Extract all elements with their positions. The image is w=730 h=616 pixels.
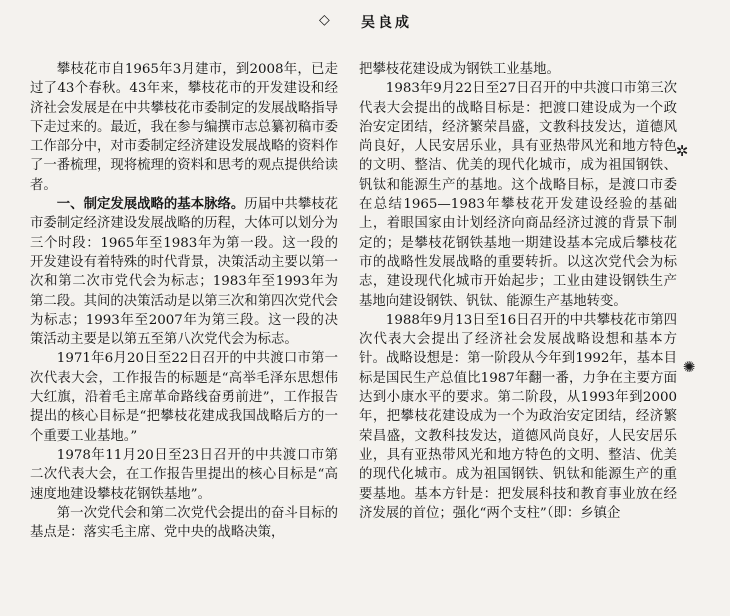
right-column (359, 60, 677, 610)
paragraph-second-congress: 1978年11月20日至23日召开的中共渡口市第二次代表大会，在工作报告里提出的核心目标是“高速度地建设攀枝花钢铁基地”。 (30, 447, 338, 502)
author-name: 吴良成 (361, 15, 412, 31)
section-heading: 一、制定发展战略的基本脉络。 (56, 196, 245, 213)
paragraph-fourth-congress: 1988年9月13日至16日召开的中共攀枝花市第四次代表大会提出了经济社会发展战略设想和基本方针。战略设想是：第一阶段从今年到1992年，基本目标是国民生产总值比1987年翻一番，力争在主要方面达到小康水平的要求。第二阶段，从1993年到2000年，把攀枝花建设成为一个为政治安定团结，经济繁荣昌盛，文教科技发达，道德风尚良好，人民安居乐业，具有亚热带风光和地方特色的文明、整洁、优美的现代化城市。成为祖国钢铁、钒钛和能源生产的重要基地。基本方针是：把发展科技和教育事业放在经济发展的首位；强化“两个支柱”（即：乡镇企 (359, 312, 677, 521)
page-header (0, 10, 730, 32)
binder-hole-mark-icon: ✺ (682, 358, 696, 376)
diamond-icon: ◇ (319, 12, 330, 28)
paragraph-intro: 攀枝花市自1965年3月建市，到2008年，已走过了43个春秋。43年来，攀枝花市的开发建设和经济社会发展是在中共攀枝花市委制定的发展战略指导下走过来的。最近，我在参与编撰市志总纂初稿市委工作部分中，对市委制定经济建设发展战略的资料作了一番梳理，现将梳理的资料和思考的观点提供给读者。 (30, 62, 338, 193)
paragraph-third-congress: 1983年9月22日至27日召开的中共渡口市第三次代表大会提出的战略目标是：把渡口建设成为一个政治安定团结，经济繁荣昌盛，文教科技发达，道德风尚良好，人民安居乐业，具有亚热带风光和地方特色的文明、整洁、优美的现代化城市，成为祖国钢铁、钒钛和能源生产的基地。这个战略目标，是渡口市委在总结1965—1983年攀枝花开发建设经验的基础上，着眼国家由计划经济向商品经济过渡的背景下制定的；是攀枝花钢铁基地一期建设基本完成后攀枝花市的战略性发展战略的重要转折。以这次党代会为标志，建设现代化城市开始起步；工业由建设钢铁生产基地向建设钢铁、钒钛、能源生产基地转变。 (359, 81, 677, 309)
paragraph-goal-basis: 第一次党代会和第二次党代会提出的奋斗目标的基点是：落实毛主席、党中央的战略决策， (30, 505, 338, 541)
paragraph-first-congress: 1971年6月20日至22日召开的中共渡口市第一次代表大会，工作报告的标题是“高举毛泽东思想伟大红旗，沿着毛主席革命路线奋勇前进”，工作报告提出的核心目标是“把攀枝花建成我国战略后方的一个重要工业基地。” (30, 351, 338, 444)
left-column (30, 60, 338, 610)
paragraph-continuation: 把攀枝花建设成为钢铁工业基地。 (359, 62, 560, 77)
paragraph-section-one (30, 195, 338, 349)
section-one-text: 历届中共攀枝花市委制定经济建设发展战略的历程，大体可以划分为三个时段：1965年至1983年为第一段。这一段的开发建设有着特殊的时代背景，决策活动主要以第一次和第二次市党代会为标志；1983年至1993年为第二段。其间的决策活动是以第三次和第四次党代会为标志；1993年至2007年为第三段。这一段的决策活动主要是以第五至第八次党代会为标志。 (30, 197, 338, 348)
binder-hole-mark-icon: ✲ (675, 142, 689, 160)
